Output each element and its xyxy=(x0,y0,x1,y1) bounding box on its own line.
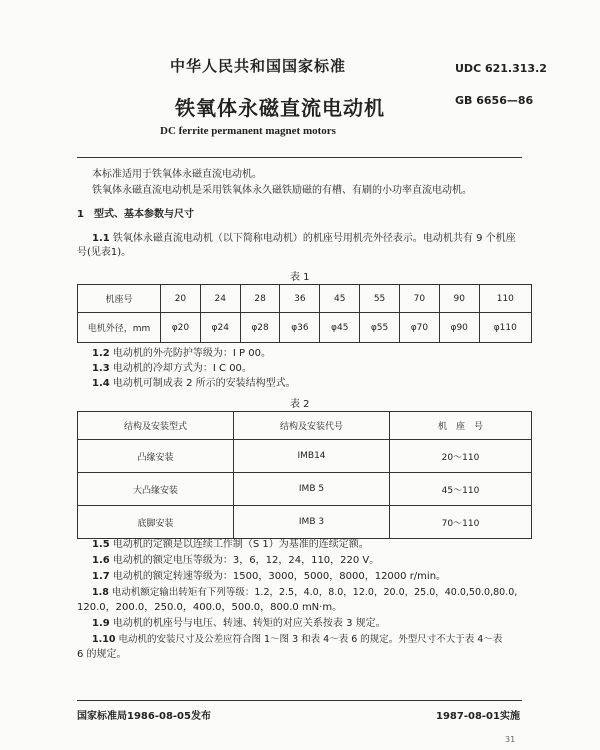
table-2-caption: 表 2 xyxy=(290,399,310,410)
document-title: 铁氧体永磁直流电动机 xyxy=(175,96,385,120)
para-number: 1.2 xyxy=(92,348,110,359)
table-cell: IMB14 xyxy=(234,440,390,473)
table-row xyxy=(78,412,532,440)
para-1-8-cont: 120.0，200.0，250.0，400.0，500.0，800.0 mN·m。 xyxy=(77,602,343,613)
table-cell: φ90 xyxy=(439,313,479,343)
para-text: 电动机的额定电压等级为：3，6，12，24，110，220 V。 xyxy=(112,555,380,566)
para-number: 1.6 xyxy=(92,555,110,566)
table-cell: φ36 xyxy=(280,313,320,343)
intro-line-2: 铁氧体永磁直流电动机是采用铁氧体永久磁铁励磁的有槽、有刷的小功率直流电动机。 xyxy=(92,185,472,196)
para-number: 1.10 xyxy=(92,634,116,645)
table-cell: 20 xyxy=(161,285,201,313)
para-1-1 xyxy=(92,232,516,246)
standard-heading: 中华人民共和国国家标准 xyxy=(170,57,347,75)
para-1-6 xyxy=(92,554,379,568)
table-cell: 凸缘安装 xyxy=(78,440,234,473)
table-row xyxy=(78,473,532,506)
para-number: 1.3 xyxy=(92,363,110,374)
para-text: 电动机的定额是以连续工作制（S 1）为基准的连续定额。 xyxy=(112,539,369,550)
table-cell: φ24 xyxy=(200,313,240,343)
table-header: 机 座 号 xyxy=(390,412,532,440)
table-cell: 20～110 xyxy=(390,440,532,473)
para-text: 电动机额定输出转矩有下列等级：1.2，2.5，4.0，8.0，12.0，20.0，25.0，40.0,50.0,80.0, xyxy=(111,587,518,598)
table-cell: 24 xyxy=(200,285,240,313)
para-text: 电动机的冷却方式为：I C 00。 xyxy=(112,363,252,374)
table-cell: φ20 xyxy=(161,313,201,343)
table-cell: 28 xyxy=(240,285,280,313)
table-cell: 45～110 xyxy=(390,473,532,506)
table-cell: IMB 5 xyxy=(234,473,390,506)
para-text: 电动机的机座号与电压、转速、转矩的对应关系按表 3 规定。 xyxy=(112,618,386,629)
table-cell: φ28 xyxy=(240,313,280,343)
para-number: 1.7 xyxy=(92,571,110,582)
table-cell: φ45 xyxy=(320,313,360,343)
table-cell: 机座号 xyxy=(78,285,161,313)
para-number: 1.8 xyxy=(92,587,109,598)
para-1-4 xyxy=(92,377,296,391)
table-1-caption: 表 1 xyxy=(290,272,310,283)
table-cell: 底脚安装 xyxy=(78,506,234,539)
udc-code: UDC 621.313.2 xyxy=(455,62,547,75)
issue-date: 国家标准局1986-08-05发布 xyxy=(77,711,211,722)
table-cell: IMB 3 xyxy=(234,506,390,539)
table-cell: 36 xyxy=(280,285,320,313)
footer-divider xyxy=(77,700,522,701)
table-cell: 电机外径，mm xyxy=(78,313,161,343)
para-number: 1.9 xyxy=(92,618,110,629)
para-text: 铁氧体永磁直流电动机（以下简称电动机）的机座号用机壳外径表示。电动机共有 9 个机座 xyxy=(112,233,516,244)
table-row xyxy=(78,440,532,473)
table-cell: 45 xyxy=(320,285,360,313)
effective-date: 1987-08-01实施 xyxy=(436,711,520,722)
para-1-5 xyxy=(92,538,369,552)
para-number: 1.1 xyxy=(92,233,110,244)
english-title: DC ferrite permanent magnet motors xyxy=(160,125,336,137)
para-text: 电动机的安装尺寸及公差应符合图 1～图 3 和表 4～表 6 的规定。外型尺寸不大于表 4～表 xyxy=(118,634,503,645)
para-1-3 xyxy=(92,362,252,376)
table-2 xyxy=(77,411,532,539)
para-1-7 xyxy=(92,570,446,584)
para-text: 电动机可制成表 2 所示的安装结构型式。 xyxy=(112,378,296,389)
para-number: 1.5 xyxy=(92,539,110,550)
para-1-10-cont: 6 的规定。 xyxy=(77,649,127,660)
para-text: 电动机的外壳防护等级为：I P 00。 xyxy=(112,348,271,359)
intro-line-1: 本标准适用于铁氧体永磁直流电动机。 xyxy=(92,169,262,180)
para-1-1-cont: 号(见表1)。 xyxy=(77,247,132,258)
table-cell: 大凸缘安装 xyxy=(78,473,234,506)
para-text: 电动机的额定转速等级为：1500，3000，5000，8000，12000 r/min。 xyxy=(112,571,447,582)
table-cell: φ55 xyxy=(360,313,400,343)
table-cell: 90 xyxy=(439,285,479,313)
top-divider xyxy=(77,157,522,158)
table-cell: 110 xyxy=(479,285,531,313)
gb-code: GB 6656—86 xyxy=(455,94,534,107)
para-1-2 xyxy=(92,347,271,361)
table-cell: φ110 xyxy=(479,313,531,343)
table-cell: φ70 xyxy=(399,313,439,343)
para-number: 1.4 xyxy=(92,378,110,389)
table-header: 结构及安装代号 xyxy=(234,412,390,440)
page-number: 31 xyxy=(505,735,516,744)
table-row xyxy=(78,506,532,539)
para-1-10 xyxy=(92,633,502,647)
para-1-8 xyxy=(92,586,517,600)
table-header: 结构及安装型式 xyxy=(78,412,234,440)
table-cell: 55 xyxy=(360,285,400,313)
table-1 xyxy=(77,284,532,343)
table-row xyxy=(78,285,532,313)
section-1-title: 1 型式、基本参数与尺寸 xyxy=(77,209,194,220)
table-row xyxy=(78,313,532,343)
table-cell: 70 xyxy=(399,285,439,313)
table-cell: 70～110 xyxy=(390,506,532,539)
para-1-9 xyxy=(92,617,386,631)
